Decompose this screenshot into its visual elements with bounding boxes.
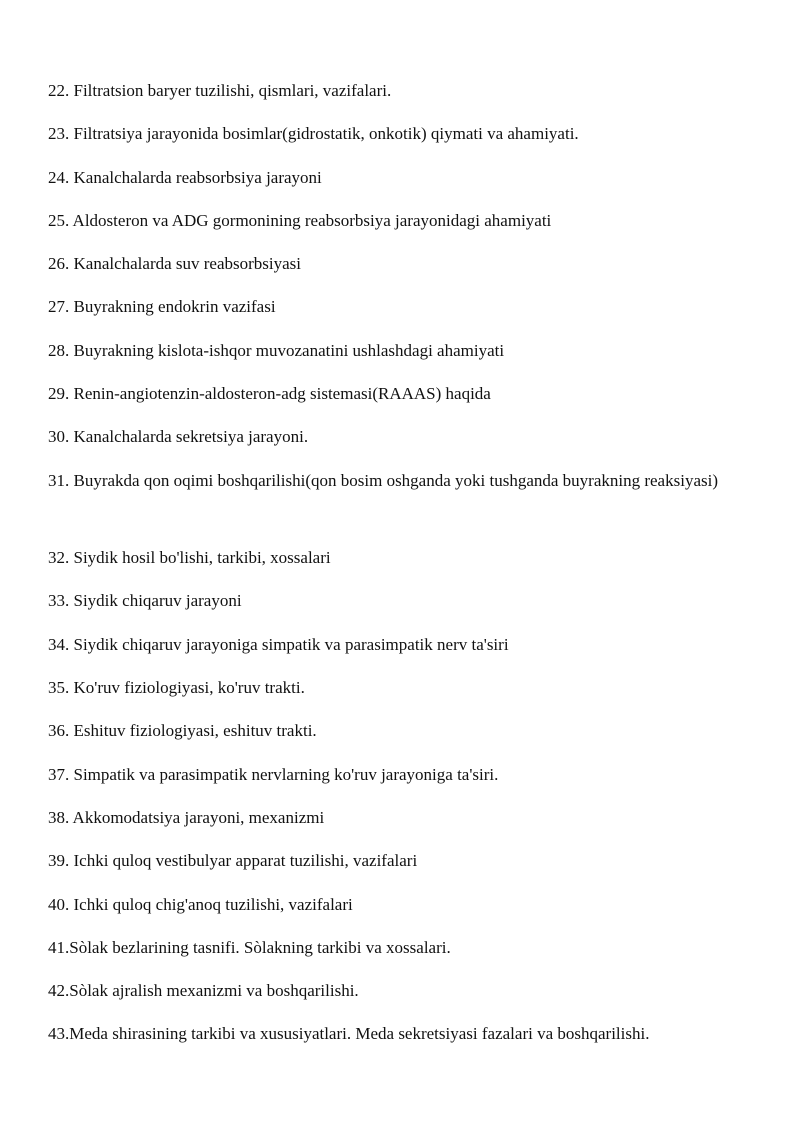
list-item: 24. Kanalchalarda reabsorbsiya jarayoni (48, 167, 322, 187)
list-item: 27. Buyrakning endokrin vazifasi (48, 297, 276, 317)
list-item: 29. Renin-angiotenzin-aldosteron-adg sistemasi(RAAAS) haqida (48, 384, 491, 404)
list-item: 33. Siydik chiqaruv jarayoni (48, 591, 242, 611)
list-item: 34. Siydik chiqaruv jarayoniga simpatik va parasimpatik nerv ta'siri (48, 634, 509, 654)
question-list (48, 74, 748, 1061)
list-item: 31. Buyrakda qon oqimi boshqarilishi(qon bosim oshganda yoki tushganda buyrakning reaksiyasi) (48, 470, 718, 490)
list-item: 35. Ko'ruv fiziologiyasi, ko'ruv trakti. (48, 678, 305, 698)
list-item: 26. Kanalchalarda suv reabsorbsiyasi (48, 254, 302, 274)
list-item: 43.Meda shirasining tarkibi va xususiyatlari. Meda sekretsiyasi fazalari va boshqarilishi. (48, 1024, 650, 1044)
list-item: 42.Sòlak ajralish mexanizmi va boshqarilishi. (48, 981, 359, 1001)
list-item: 25. Aldosteron va ADG gormonining reabsorbsiya jarayonidagi ahamiyati (48, 210, 552, 230)
list-item: 28. Buyrakning kislota-ishqor muvozanatini ushlashdagi ahamiyati (48, 340, 505, 360)
list-item: 41.Sòlak bezlarining tasnifi. Sòlakning tarkibi va xossalari. (48, 937, 451, 957)
list-item: 39. Ichki quloq vestibulyar apparat tuzilishi, vazifalari (48, 851, 418, 871)
list-item: 40. Ichki quloq chig'anoq tuzilishi, vazifalari (48, 894, 353, 914)
list-item: 32. Siydik hosil bo'lishi, tarkibi, xossalari (48, 548, 331, 568)
list-item: 30. Kanalchalarda sekretsiya jarayoni. (48, 427, 309, 447)
list-item: 23. Filtratsiya jarayonida bosimlar(gidrostatik, onkotik) qiymati va ahamiyati. (48, 124, 579, 144)
list-item: 22. Filtratsion baryer tuzilishi, qismlari, vazifalari. (48, 81, 392, 100)
list-item: 37. Simpatik va parasimpatik nervlarning ko'ruv jarayoniga ta'siri. (48, 764, 499, 784)
list-item: 38. Akkomodatsiya jarayoni, mexanizmi (48, 807, 325, 827)
list-item: 36. Eshituv fiziologiyasi, eshituv trakti. (48, 721, 317, 741)
